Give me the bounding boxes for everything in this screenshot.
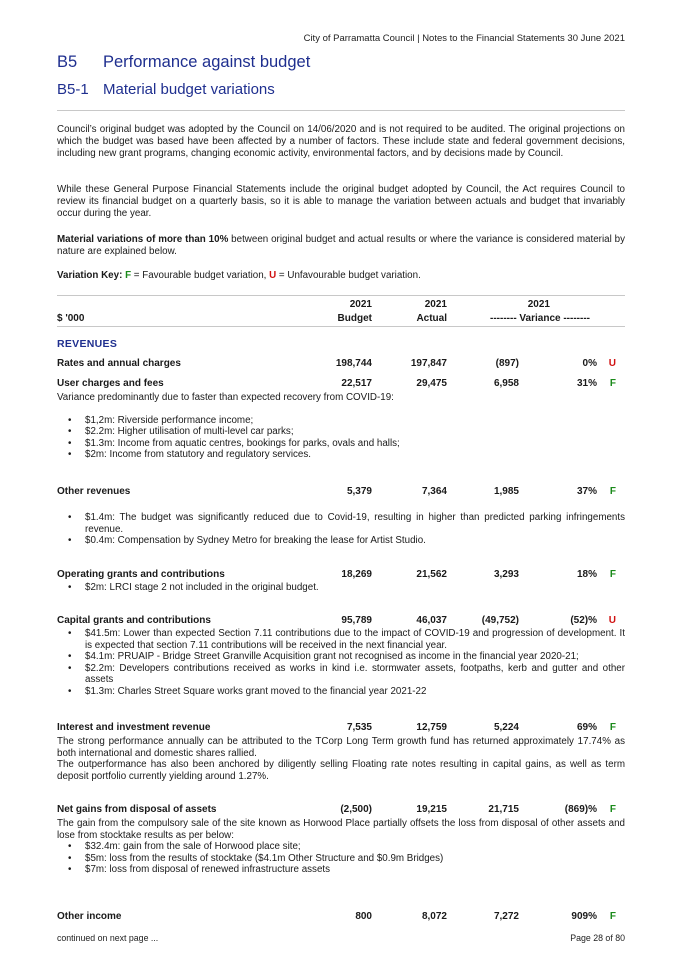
list-item: • $2m: Income from statutory and regulatory services. bbox=[57, 449, 625, 461]
row-variance-pct: 69% bbox=[576, 722, 597, 733]
row-flag: F bbox=[609, 722, 616, 733]
row-budget: 22,517 bbox=[341, 378, 372, 389]
row-label: Operating grants and contributions bbox=[57, 569, 225, 580]
row-variance: 21,715 bbox=[488, 804, 519, 815]
list-item: • $2.2m: Developers contributions received as works in kind i.e. stormwater assets, footpaths, kerb and gutter and other assets bbox=[57, 663, 625, 686]
subsection-title-text: Material budget variations bbox=[103, 81, 275, 98]
favourable-flag: F bbox=[125, 270, 132, 281]
row-label: Rates and annual charges bbox=[57, 358, 181, 369]
row-actual: 12,759 bbox=[416, 722, 447, 733]
row-budget: 95,789 bbox=[341, 615, 372, 626]
table-row bbox=[57, 378, 625, 391]
variation-key-label: Variation Key: bbox=[57, 270, 123, 281]
row-actual: 29,475 bbox=[416, 378, 447, 389]
subsection-title bbox=[57, 81, 275, 98]
table-row bbox=[57, 615, 625, 628]
user-charges-list bbox=[57, 415, 625, 461]
row-budget: 198,744 bbox=[335, 358, 372, 369]
list-item: • $2.2m: Higher utilisation of multi-level car parks; bbox=[57, 426, 625, 438]
row-actual: 8,072 bbox=[421, 911, 447, 922]
continued-note: continued on next page ... bbox=[57, 933, 159, 943]
revenues-section-label: REVENUES bbox=[57, 338, 118, 350]
other-revenues-notes bbox=[57, 512, 625, 547]
list-item: • $41.5m: Lower than expected Section 7.11 contributions due to the impact of COVID-19 and progression of development. It is expected that section 7.11 contributions will be received in the next financial year. bbox=[57, 628, 625, 651]
operating-grants-list bbox=[57, 582, 625, 594]
row-variance: (897) bbox=[495, 358, 519, 369]
section-title bbox=[57, 53, 310, 72]
list-item: • $4.1m: PRUAIP - Bridge Street Granville Acquisition grant not recognised as income in the financial year 2020-21; bbox=[57, 651, 625, 663]
row-label: User charges and fees bbox=[57, 378, 164, 389]
material-variations-bold: Material variations of more than 10% bbox=[57, 234, 229, 245]
variance-year-header: 2021 bbox=[527, 299, 550, 310]
row-flag: U bbox=[608, 615, 616, 626]
intro-paragraph-2: While these General Purpose Financial Statements include the original budget adopted by Council, the Act requires Council to review its financial budget on a quarterly basis, so it is able to manage the variation between actuals and budget that invariably occur during the year. bbox=[57, 184, 625, 219]
row-variance-pct: (869)% bbox=[564, 804, 597, 815]
variance-header: -------- Variance -------- bbox=[490, 313, 590, 324]
table-row bbox=[57, 358, 625, 371]
list-item: • $1.3m: Income from aquatic centres, bookings for parks, ovals and halls; bbox=[57, 438, 625, 450]
budget-header: Budget bbox=[337, 313, 372, 324]
row-actual: 19,215 bbox=[416, 804, 447, 815]
interest-note-2: The outperformance has also been anchored by diligently selling Floating rate notes resulting in capital gains, as well as term deposit portfolio currently yielding around 1.27%. bbox=[57, 759, 625, 782]
unit-header: $ '000 bbox=[57, 313, 85, 324]
intro-paragraph-3 bbox=[57, 234, 625, 258]
row-variance-pct: 31% bbox=[576, 378, 597, 389]
row-budget: 7,535 bbox=[346, 722, 372, 733]
row-variance-pct: (52)% bbox=[570, 615, 597, 626]
row-variance: 7,272 bbox=[493, 911, 519, 922]
section-title-text: Performance against budget bbox=[103, 53, 311, 71]
user-charges-intro: Variance predominantly due to faster than expected recovery from COVID-19: bbox=[57, 392, 394, 403]
variation-key bbox=[57, 270, 625, 282]
row-variance-pct: 37% bbox=[576, 486, 597, 497]
row-actual: 46,037 bbox=[416, 615, 447, 626]
list-item: • $1,2m: Riverside performance income; bbox=[57, 415, 625, 427]
row-flag: F bbox=[609, 569, 616, 580]
net-gains-intro: The gain from the compulsory sale of the site known as Horwood Place partially offsets the loss from disposal of other assets and lose from stocktake results as per below: bbox=[57, 818, 625, 841]
intro-paragraph-1: Council’s original budget was adopted by the Council on 14/06/2020 and is not required to be audited. The original projections on which the budget was based have been affected by a number of factors. These include state and federal government decisions, including new grant programs, changing economic activity, environmental factors, and by decisions made by Council. bbox=[57, 124, 625, 159]
budget-year-header: 2021 bbox=[349, 299, 372, 310]
unfavourable-text: = Unfavourable budget variation. bbox=[276, 270, 421, 281]
page-number: Page 28 of 80 bbox=[570, 933, 625, 943]
row-budget: (2,500) bbox=[340, 804, 372, 815]
table-header-divider bbox=[57, 326, 625, 327]
row-label: Interest and investment revenue bbox=[57, 722, 211, 733]
table-row bbox=[57, 722, 625, 735]
material-variations-text: between original budget and actual results or where the variance is considered material by nature are explained below. bbox=[57, 234, 625, 257]
interest-notes bbox=[57, 736, 625, 782]
title-divider bbox=[57, 110, 625, 111]
row-flag: F bbox=[609, 804, 616, 815]
list-item: • $1.4m: The budget was significantly reduced due to Covid-19, resulting in higher than predicted parking infringements revenue. bbox=[57, 512, 625, 535]
row-flag: F bbox=[609, 911, 616, 922]
operating-grants-notes bbox=[57, 582, 625, 594]
row-actual: 197,847 bbox=[410, 358, 447, 369]
row-label: Other income bbox=[57, 911, 122, 922]
page-header: City of Parramatta Council | Notes to the Financial Statements 30 June 2021 bbox=[303, 33, 625, 44]
row-flag: F bbox=[609, 378, 616, 389]
net-gains-list bbox=[57, 841, 625, 876]
row-variance-pct: 18% bbox=[576, 569, 597, 580]
list-item: • $1.3m: Charles Street Square works grant moved to the financial year 2021-22 bbox=[57, 686, 625, 698]
table-row bbox=[57, 804, 625, 817]
row-label: Capital grants and contributions bbox=[57, 615, 211, 626]
row-variance: 3,293 bbox=[493, 569, 519, 580]
capital-grants-list bbox=[57, 628, 625, 698]
interest-note-1: The strong performance annually can be attributed to the TCorp Long Term growth fund has returned approximately 17.74% as both international and domestic shares rallied. bbox=[57, 736, 625, 759]
list-item: • $32.4m: gain from the sale of Horwood place site; bbox=[57, 841, 625, 853]
row-variance: (49,752) bbox=[481, 615, 519, 626]
table-row bbox=[57, 911, 625, 924]
row-flag: U bbox=[608, 358, 616, 369]
row-variance: 5,224 bbox=[493, 722, 519, 733]
capital-grants-notes bbox=[57, 628, 625, 698]
row-budget: 800 bbox=[355, 911, 372, 922]
actual-header: Actual bbox=[416, 313, 447, 324]
row-flag: F bbox=[609, 486, 616, 497]
other-revenues-list bbox=[57, 512, 625, 547]
table-top-divider bbox=[57, 295, 625, 296]
row-variance-pct: 0% bbox=[582, 358, 597, 369]
unfavourable-flag: U bbox=[269, 270, 277, 281]
list-item: • $0.4m: Compensation by Sydney Metro for breaking the lease for Artist Studio. bbox=[57, 535, 625, 547]
list-item: • $2m: LRCI stage 2 not included in the original budget. bbox=[57, 582, 625, 594]
actual-year-header: 2021 bbox=[424, 299, 447, 310]
row-variance: 1,985 bbox=[493, 486, 519, 497]
row-variance: 6,958 bbox=[493, 378, 519, 389]
row-label: Other revenues bbox=[57, 486, 131, 497]
subsection-number: B5-1 bbox=[57, 81, 89, 98]
table-row bbox=[57, 486, 625, 499]
row-actual: 7,364 bbox=[421, 486, 447, 497]
net-gains-notes bbox=[57, 818, 625, 876]
row-budget: 18,269 bbox=[341, 569, 372, 580]
list-item: • $7m: loss from disposal of renewed infrastructure assets bbox=[57, 864, 625, 876]
row-budget: 5,379 bbox=[346, 486, 372, 497]
user-charges-notes bbox=[57, 392, 625, 461]
favourable-text: = Favourable budget variation, bbox=[131, 270, 270, 281]
section-number: B5 bbox=[57, 53, 78, 71]
row-actual: 21,562 bbox=[416, 569, 447, 580]
table-row bbox=[57, 569, 625, 582]
row-variance-pct: 909% bbox=[571, 911, 597, 922]
list-item: • $5m: loss from the results of stocktake ($4.1m Other Structure and $0.9m Bridges) bbox=[57, 853, 625, 865]
row-label: Net gains from disposal of assets bbox=[57, 804, 217, 815]
